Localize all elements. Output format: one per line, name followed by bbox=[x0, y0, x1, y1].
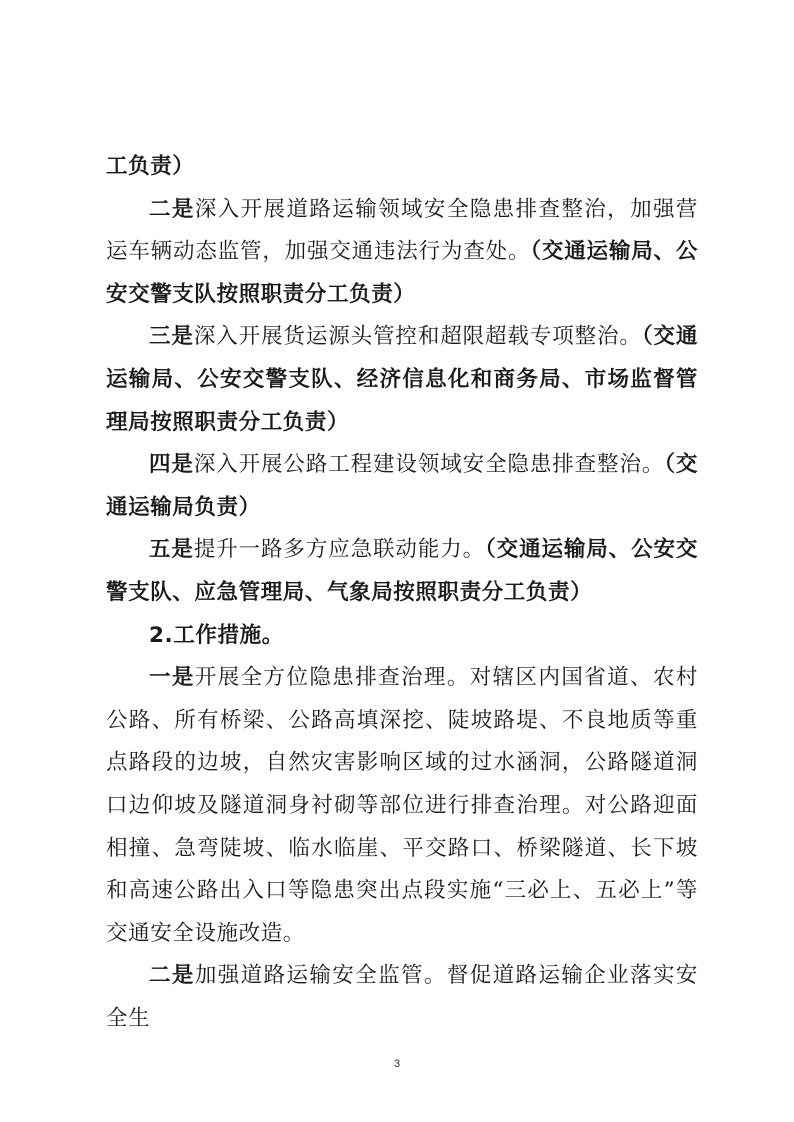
paragraph bbox=[106, 955, 698, 1040]
paragraph bbox=[106, 615, 698, 658]
paragraph bbox=[106, 316, 698, 444]
bold-text-segment: 四是 bbox=[149, 452, 194, 478]
paragraph bbox=[106, 444, 698, 529]
bold-text-segment: 工负责） bbox=[106, 154, 195, 179]
document-body bbox=[106, 146, 698, 1040]
bold-text-segment: 三是 bbox=[149, 324, 194, 350]
paragraph bbox=[106, 189, 698, 317]
text-segment: 提升一路多方应急联动能力。 bbox=[193, 537, 486, 563]
bold-text-segment: （交通运输局、公安交警支队、经济信息化和商务局、市场监督管理局按照职责分工负责） bbox=[106, 324, 698, 435]
text-segment: 开展全方位隐患排查治理。对辖区内国省道、农村公路、所有桥梁、公路高填深挖、陡坡路堤、不良地质等重点路段的边坡，自然灾害影响区域的过水涵洞，公路隧道洞口边仰坡及隧道洞身衬砌等部位进行排查治理。对公路迎面相撞、急弯陡坡、临水临崖、平交路口、桥梁隧道、长下坡和高速公路出入口等隐患突出点段实施“三必上、五必上”等交通安全设施改造。 bbox=[106, 665, 699, 946]
bold-text-segment: （交通运输局、公安交警支队、应急管理局、气象局按照职责分工负责） bbox=[106, 537, 698, 605]
text-segment: 加强道路运输安全监管。督促道路运输企业落实安全生 bbox=[106, 963, 699, 1031]
bold-text-segment: 二是 bbox=[149, 963, 195, 989]
text-segment: 深入开展公路工程建设领域安全隐患排查整治。 bbox=[193, 452, 665, 478]
bold-text-segment: （交通运输局负责） bbox=[106, 452, 699, 520]
paragraph bbox=[106, 657, 698, 955]
bold-text-segment: 一是 bbox=[149, 665, 195, 691]
text-segment: 深入开展道路运输领域安全隐患排查整治，加强营运车辆动态监管，加强交通违法行为查处。 bbox=[106, 196, 699, 265]
page-number: 3 bbox=[393, 1058, 401, 1070]
bold-text-segment: 二是 bbox=[149, 196, 195, 222]
paragraph bbox=[106, 146, 698, 189]
bold-text-segment: （交通运输局、公安交警支队按照职责分工负责） bbox=[106, 239, 698, 307]
paragraph bbox=[106, 529, 698, 614]
bold-text-segment: 五是 bbox=[149, 537, 194, 563]
text-segment: 深入开展货运源头管控和超限超载专项整治。 bbox=[193, 324, 642, 350]
bold-text-segment: 2.工作措施。 bbox=[149, 622, 284, 648]
